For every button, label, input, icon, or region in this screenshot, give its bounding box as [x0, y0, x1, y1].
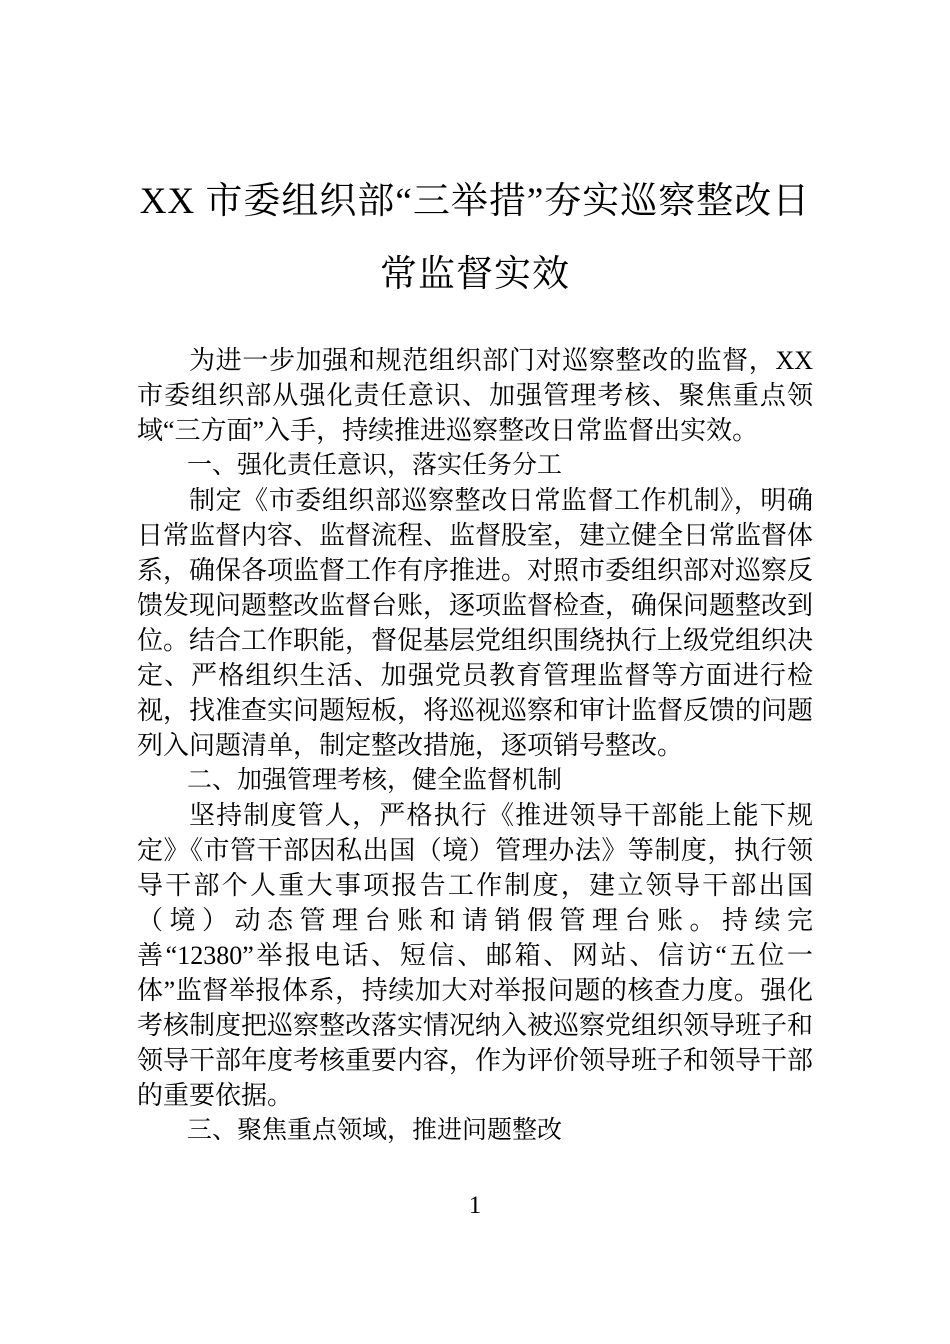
body-paragraph-section-2: 坚持制度管人，严格执行《推进领导干部能上能下规定》《市管干部因私出国（境）管理办法》等制度，执行领导干部个人重大事项报告工作制度，建立领导干部出国（境）动态管理台账和请销假管理台账。持续完善“12380”举报电话、短信、邮箱、网站、信访“五位一体”监督举报体系，持续加大对举报问题的核查力度。强化考核制度把巡察整改落实情况纳入被巡察党组织领导班子和领导干部年度考核重要内容，作为评价领导班子和领导干部的重要依据。 [137, 801, 814, 1110]
body-paragraph-intro: 为进一步加强和规范组织部门对巡察整改的监督，XX市委组织部从强化责任意识、加强管理考核、聚焦重点领域“三方面”入手，持续推进巡察整改日常监督出实效。 [137, 346, 813, 445]
document-title: XX 市委组织部“三举措”夯实巡察整改日常监督实效 [139, 181, 811, 295]
section-heading-2: 二、加强管理考核，健全监督机制 [187, 766, 563, 794]
section-heading-3: 三、聚焦重点领域，推进问题整改 [187, 1116, 563, 1144]
document-body [137, 343, 813, 1148]
section-heading-1: 一、强化责任意识，落实任务分工 [187, 451, 563, 479]
page-number: 1 [468, 1192, 482, 1219]
body-paragraph-section-1: 制定《市委组织部巡察整改日常监督工作机制》，明确日常监督内容、监督流程、监督股室，建立健全日常监督体系，确保各项监督工作有序推进。对照市委组织部对巡察反馈发现问题整改监督台账，逐项监督检查，确保问题整改到位。结合工作职能，督促基层党组织围绕执行上级党组织决定、严格组织生活、加强党员教育管理监督等方面进行检视，找准查实问题短板，将巡视巡察和审计监督反馈的问题列入问题清单，制定整改措施，逐项销号整改。 [137, 486, 814, 760]
